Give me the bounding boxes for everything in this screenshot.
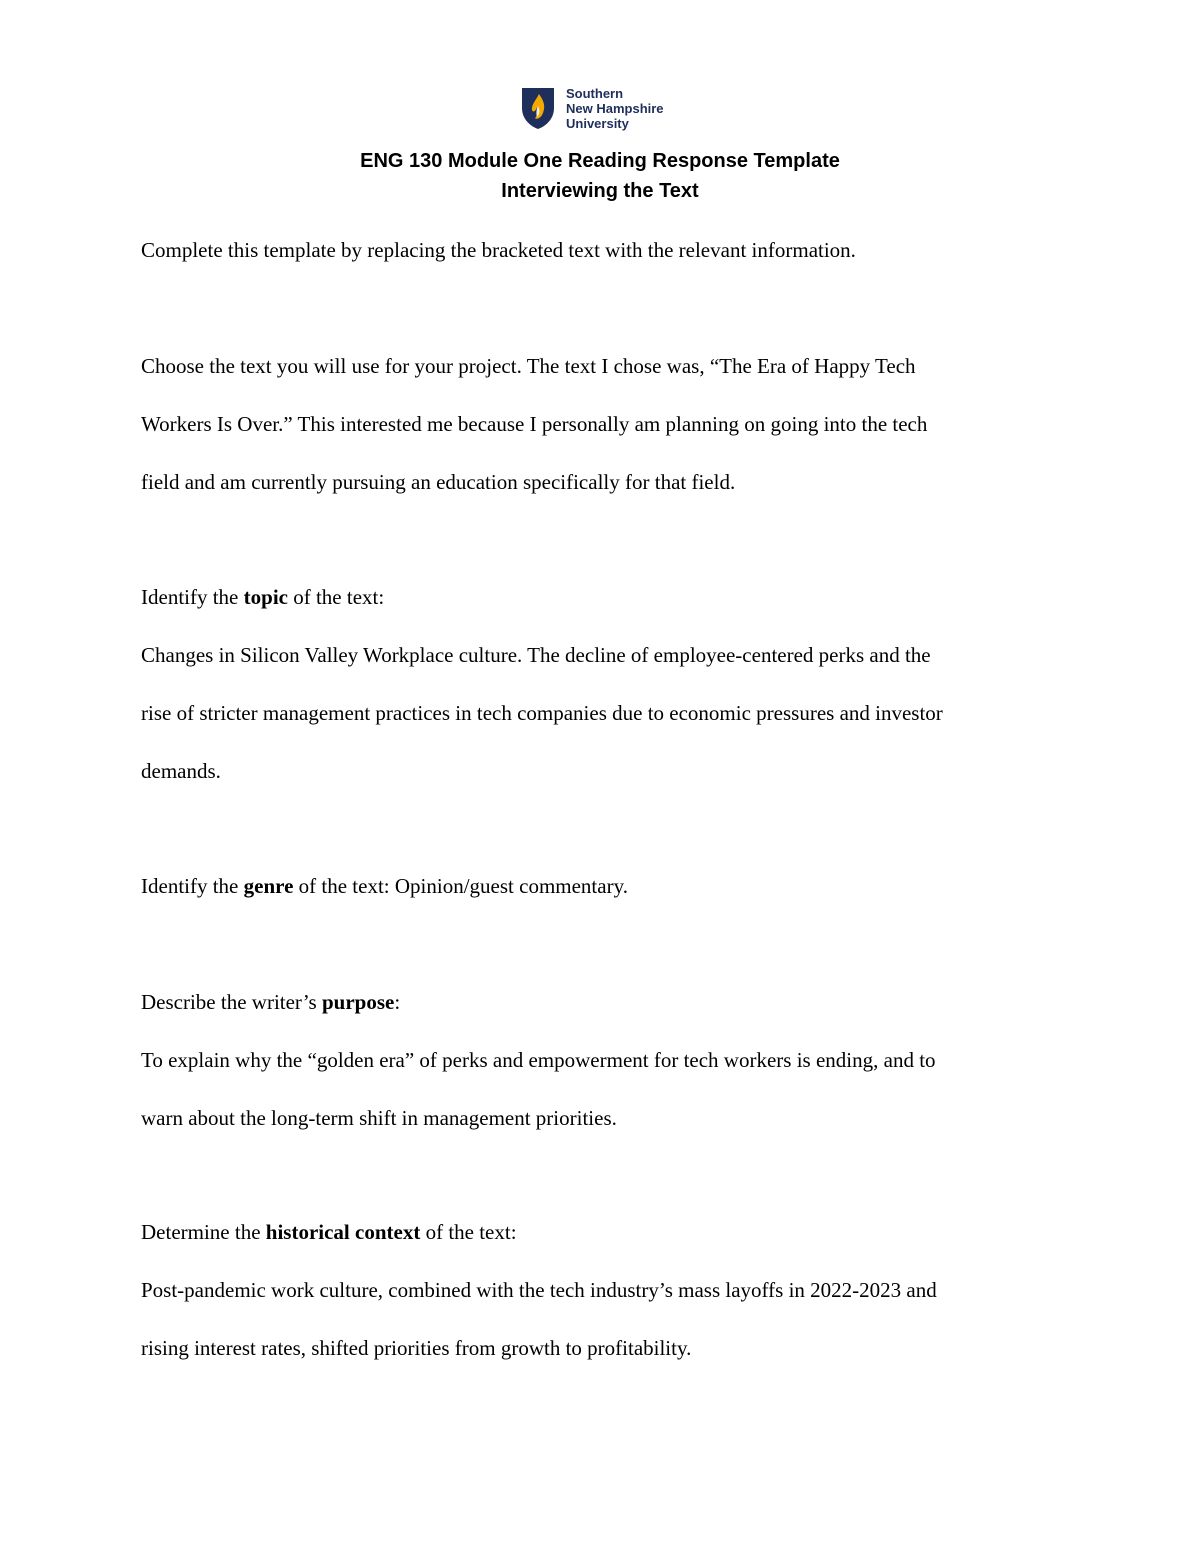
topic-prompt-pre: Identify the: [141, 585, 244, 609]
purpose-answer-line2: warn about the long-term shift in management priorities.: [141, 1106, 617, 1130]
genre-prompt-post: of the text: Opinion/guest commentary.: [293, 874, 628, 898]
document-title: [0, 146, 1200, 206]
purpose-answer-line1: To explain why the “golden era” of perks and empowerment for tech workers is ending, and to: [141, 1048, 936, 1072]
context-section: [141, 1203, 1061, 1377]
instructions-paragraph: [141, 221, 1061, 279]
topic-section: [141, 568, 1061, 800]
project-line3: field and am currently pursuing an education specifically for that field.: [141, 470, 736, 494]
context-prompt-post: of the text:: [420, 1220, 517, 1244]
logo-name-line1: Southern: [566, 86, 624, 101]
logo-name-line2: New Hampshire: [566, 101, 664, 116]
topic-prompt-post: of the text:: [287, 585, 385, 609]
genre-prompt: [141, 857, 1061, 915]
university-name: [566, 86, 664, 131]
topic-answer-line1: Changes in Silicon Valley Workplace culture. The decline of employee-centered perks and the: [141, 643, 931, 667]
purpose-section: [141, 973, 1061, 1147]
context-answer-line1: Post-pandemic work culture, combined with the tech industry’s mass layoffs in 2022-2023 and: [141, 1278, 937, 1302]
title-line2: Interviewing the Text: [501, 180, 699, 202]
topic-answer-line3: demands.: [141, 759, 221, 783]
instructions-text: Complete this template by replacing the bracketed text with the relevant information.: [141, 238, 856, 262]
topic-prompt: [141, 568, 1061, 626]
university-logo: [520, 86, 690, 132]
genre-prompt-bold: genre: [243, 874, 294, 898]
topic-answer-line2: rise of stricter management practices in tech companies due to economic pressures and investor: [141, 701, 943, 725]
context-answer-line2: rising interest rates, shifted priorities from growth to profitability.: [141, 1336, 692, 1360]
purpose-prompt-post: :: [394, 990, 401, 1014]
context-prompt-bold: historical context: [265, 1220, 421, 1244]
topic-prompt-bold: topic: [243, 585, 288, 609]
purpose-prompt-bold: purpose: [321, 990, 395, 1014]
genre-prompt-pre: Identify the: [141, 874, 244, 898]
title-line1: ENG 130 Module One Reading Response Template: [360, 150, 840, 172]
project-line1: Choose the text you will use for your project. The text I chose was, “The Era of Happy Tech: [141, 354, 916, 378]
purpose-prompt: [141, 973, 1061, 1031]
project-paragraph: [141, 337, 1061, 511]
shield-flame-icon: [520, 86, 556, 130]
context-prompt-pre: Determine the: [141, 1220, 266, 1244]
logo-name-line3: University: [566, 116, 629, 131]
project-line2: Workers Is Over.” This interested me because I personally am planning on going into the tech: [141, 412, 928, 436]
context-prompt: [141, 1203, 1061, 1261]
purpose-prompt-pre: Describe the writer’s: [141, 990, 322, 1014]
genre-section: [141, 857, 1061, 915]
